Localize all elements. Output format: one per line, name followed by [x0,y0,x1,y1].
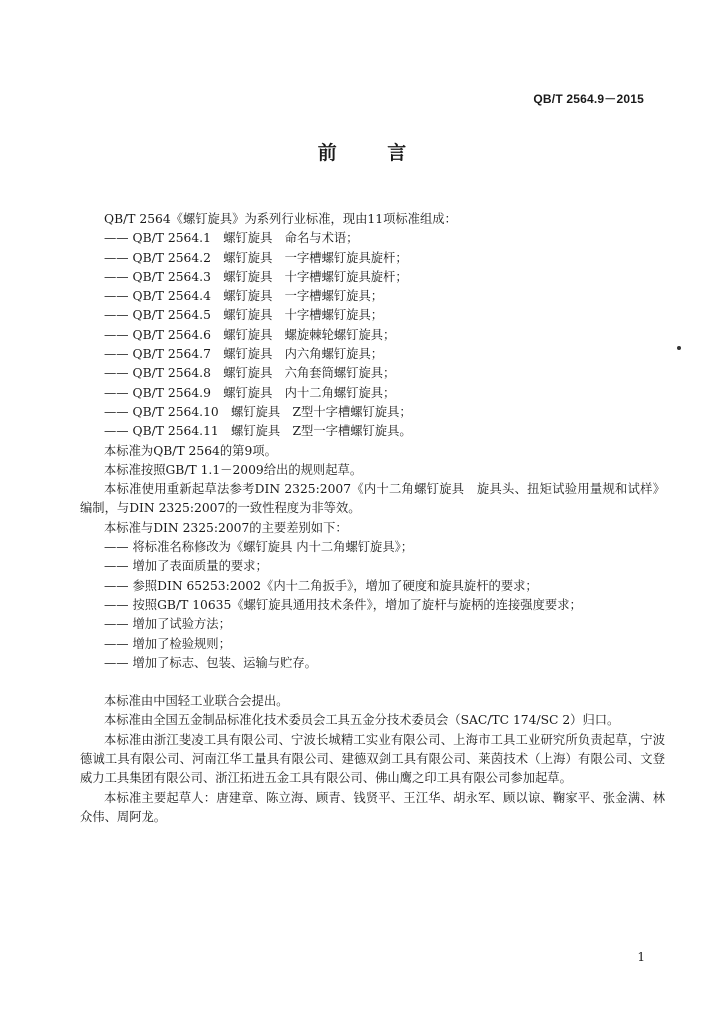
drafting-units-paragraph: 本标准由浙江斐凌工具有限公司、宁波长城精工实业有限公司、上海市工具工业研究所负责起草，宁波德诚工具有限公司、河南江华工量具有限公司、建德双剑工具有限公司、莱茵技术（上海）有限公司、文登威力工具集团有限公司、浙江拓进五金工具有限公司、佛山鹰之印工具有限公司参加起草。 [80,732,665,786]
list-item: —— QB/T 2564.7 螺钉旋具 内六角螺钉旋具； [104,347,384,362]
differences-intro-paragraph: 本标准与DIN 2325:2007的主要差别如下： [104,520,348,535]
drafting-rules-paragraph: 本标准按照GB/T 1.1－2009给出的规则起草。 [104,462,363,477]
list-item: —— QB/T 2564.2 螺钉旋具 一字槽螺钉旋具旋杆； [104,250,408,265]
intro-paragraph: QB/T 2564《螺钉旋具》为系列行业标准，现由11项标准组成： [104,212,457,226]
list-item: —— 增加了检验规则； [104,636,231,651]
proposed-by-paragraph: 本标准由中国轻工业联合会提出。 [104,694,289,709]
document-code: QB/T 2564.9－2015 [533,92,644,106]
list-item: —— 按照GB/T 10635《螺钉旋具通用技术条件》，增加了旋杆与旋柄的连接强度要求； [104,597,582,612]
list-item: —— QB/T 2564.3 螺钉旋具 十字槽螺钉旋具旋杆； [104,269,408,284]
list-item: —— QB/T 2564.1 螺钉旋具 命名与术语； [104,231,359,246]
foreword-body [80,210,665,827]
scan-dot [677,346,681,350]
list-item: —— QB/T 2564.9 螺钉旋具 内十二角螺钉旋具； [104,385,396,400]
differences-list [80,538,665,673]
redraft-paragraph: 本标准使用重新起草法参考DIN 2325:2007《内十二角螺钉旋具 旋具头、扭矩试验用量规和试样》编制，与DIN 2325:2007的一致性程度为非等效。 [80,482,665,516]
part-of-paragraph: 本标准为QB/T 2564的第9项。 [104,443,277,458]
list-item: —— 将标准名称修改为《螺钉旋具 内十二角螺钉旋具》； [104,540,414,555]
spacer [80,673,665,692]
list-item: —— QB/T 2564.10 螺钉旋具 Z型十字槽螺钉旋具； [104,404,412,419]
list-item: —— QB/T 2564.8 螺钉旋具 六角套筒螺钉旋具； [104,366,396,381]
page-number: 1 [637,950,645,964]
list-item: —— QB/T 2564.6 螺钉旋具 螺旋棘轮螺钉旋具； [104,327,396,342]
list-item: —— 增加了表面质量的要求； [104,559,268,574]
page-title: 前 言 [317,142,429,164]
list-item: —— 参照DIN 65253:2002《内十二角扳手》，增加了硬度和旋具旋杆的要求； [104,578,538,593]
standard-parts-list [80,229,665,441]
list-item: —— QB/T 2564.5 螺钉旋具 十字槽螺钉旋具； [104,308,384,323]
list-item: —— 增加了试验方法； [104,617,231,632]
drafters-paragraph: 本标准主要起草人：唐建章、陈立海、顾青、钱贤平、王江华、胡永军、顾以谅、鞠家平、张金满、林众伟、周阿龙。 [80,790,665,824]
list-item: —— QB/T 2564.4 螺钉旋具 一字槽螺钉旋具； [104,289,384,304]
list-item: —— QB/T 2564.11 螺钉旋具 Z型一字槽螺钉旋具。 [104,424,412,439]
list-item: —— 增加了标志、包装、运输与贮存。 [104,655,317,670]
centralized-by-paragraph: 本标准由全国五金制品标准化技术委员会工具五金分技术委员会（SAC/TC 174/SC 2）归口。 [104,713,620,728]
